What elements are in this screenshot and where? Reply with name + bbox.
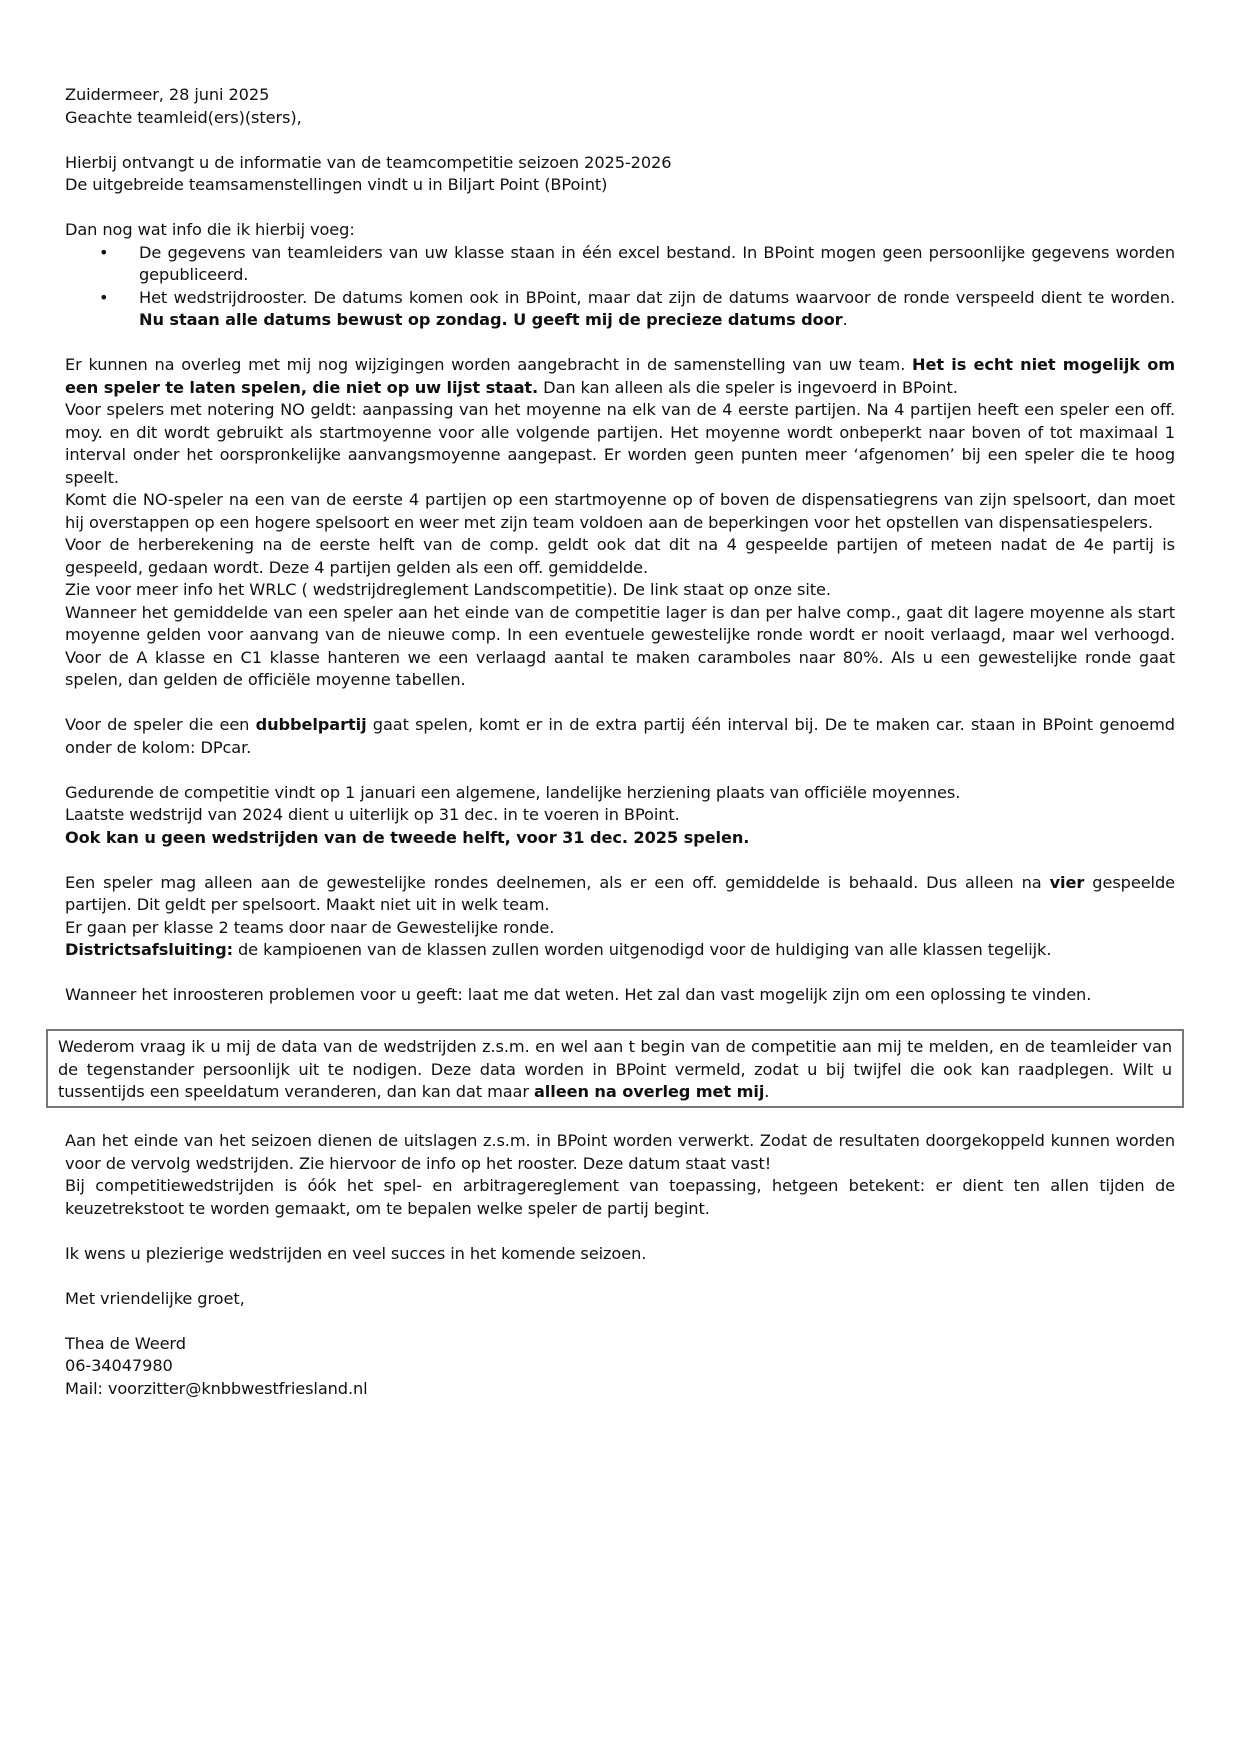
bullet-text: Het wedstrijdrooster. De datums komen ook in BPoint, maar dat zijn de datums waarvoor de ronde verspeeld dient te worden.: [139, 287, 1175, 307]
wishes-paragraph: Ik wens u plezierige wedstrijden en veel succes in het komende seizoen.: [65, 1243, 647, 1263]
signature-name: Thea de Weerd: [65, 1333, 186, 1353]
info-bullet-list: [65, 242, 1175, 332]
spacer: [65, 332, 1175, 355]
double-bold: dubbelpartij: [255, 715, 367, 734]
teams-through-paragraph: Er gaan per klasse 2 teams door naar de Gewestelijke ronde.: [65, 917, 555, 937]
regional-paragraph: [65, 872, 1175, 917]
bullet-icon: •: [99, 287, 109, 307]
spacer: [65, 129, 1175, 152]
signature-mail: [65, 1378, 1175, 1401]
bullet-icon: •: [99, 242, 109, 262]
bullet-bold-text: Nu staan alle datums bewust op zondag. U geeft mij de precieze datums door: [139, 310, 843, 329]
revision-paragraph: Gedurende de competitie vindt op 1 januari een algemene, landelijke herziening plaats van officiële moyennes.: [65, 782, 961, 802]
spacer: [65, 197, 1175, 220]
intro-line-1: Hierbij ontvangt u de informatie van de teamcompetitie seizoen 2025-2026: [65, 152, 672, 172]
letter-page: [58, 84, 1176, 1400]
boxed-bold: alleen na overleg met mij: [533, 1082, 765, 1101]
second-half-bold: Ook kan u geen wedstrijden van de tweede helft, voor 31 dec. 2025 spelen.: [65, 827, 750, 847]
changes-text: Er kunnen na overleg met mij nog wijzigingen worden aangebracht in de samenstelling van uw team.: [65, 355, 913, 374]
spacer: [65, 1265, 1175, 1288]
boxed-text: Wederom vraag ik u mij de data van de wedstrijden z.s.m. en wel aan t begin van de competitie aan mij te melden, en de teamleider van de tegenstander persoonlijk uit te nodigen. Deze data worden in BPoint vermeld, zodat u bij twijfel die ook kan raadplegen. Wilt u tussentijds een speeldatum veranderen, dan kan dat maar: [58, 1037, 1172, 1101]
recalc-paragraph: Voor de herberekening na de eerste helft van de comp. geldt ook dat dit na 4 gespeelde partijen of meteen nadat de 4e partij is gespeeld, gedaan wordt. Deze 4 partijen gelden als een off. gemiddelde.: [65, 535, 1175, 577]
second-half-warning: [65, 827, 1175, 850]
spacer: [65, 962, 1175, 985]
no-players-paragraph: Voor spelers met notering NO geldt: aanpassing van het moyenne na elk van de 4 eerste partijen. Na 4 partijen heeft een speler een off. moy. en dit wordt gebruikt als startmoyenne voor alle volgende partijen. Het moyenne wordt onbeperkt naar boven of tot maximaal 1 interval onder het oorspronkelijke aanvangsmoyenne aangepast. Er worden geen punten meer ‘afgenomen’ bij een speler die te hoog speelt.: [65, 400, 1175, 487]
district-text: de kampioenen van de klassen zullen worden uitgenodigd voor de huldiging van alle klassen tegelijk.: [232, 940, 1052, 959]
regional-bold: vier: [1049, 872, 1085, 892]
place-date: Zuidermeer, 28 juni 2025: [65, 85, 270, 104]
double-match-paragraph: [65, 714, 1175, 759]
regional-text-2: gespeelde partijen. Dit geldt per spelsoort. Maakt niet uit in welk team.: [65, 872, 1175, 914]
scheduling-paragraph: Wanneer het inroosteren problemen voor u geeft: laat me dat weten. Het zal dan vast mogelijk zijn om een oplossing te vinden.: [65, 985, 1092, 1004]
email-address: voorzitter@knbbwestfriesland.nl: [107, 1378, 368, 1398]
average-paragraph: Wanneer het gemiddelde van een speler aan het einde van de competitie lager is dan per halve comp., gaat dit lagere moyenne als start moyenne gelden voor aanvang van de nieuwe comp. In een eventuele gewestelijke ronde wordt er nooit verlaagd, maar wel verhoogd. Voor de A klasse en C1 klasse hanteren we een verlaagd aantal te maken caramboles naar 80%. Als u een gewestelijke ronde gaat spelen, dan gelden de officiële moyenne tabellen.: [65, 602, 1175, 689]
closing: Met vriendelijke groet,: [65, 1288, 245, 1308]
spacer: [65, 1007, 1175, 1030]
mail-label: Mail:: [65, 1378, 108, 1398]
district-bold: Districtsafsluiting:: [65, 940, 233, 959]
last-match-paragraph: Laatste wedstrijd van 2024 dient u uiterlijk op 31 dec. in te voeren in BPoint.: [65, 805, 680, 824]
bullet-item-excel: [99, 242, 1175, 287]
boxed-notice: [46, 1029, 1184, 1108]
intro-line-2: De uitgebreide teamsamenstellingen vindt u in Biljart Point (BPoint): [65, 175, 608, 194]
changes-text-2: Dan kan alleen als die speler is ingevoerd in BPoint.: [538, 377, 958, 397]
info-intro: Dan nog wat info die ik hierbij voeg:: [65, 220, 355, 239]
bullet-text-end: .: [842, 310, 848, 329]
changes-bold: Het is echt niet mogelijk om een speler te laten spelen, die niet op uw lijst staat.: [65, 355, 1176, 397]
signature-phone: 06-34047980: [65, 1356, 173, 1375]
spacer: [65, 692, 1175, 715]
spacer: [65, 759, 1175, 782]
rules-paragraph: Bij competitiewedstrijden is óók het spel- en arbitragereglement van toepassing, hetgeen betekent: er dient ten allen tijden de keuzetrekstoot te worden gemaakt, om te bepalen welke speler de partij begint.: [65, 1176, 1175, 1218]
dispensation-paragraph: Komt die NO-speler na een van de eerste 4 partijen op een startmoyenne op of boven de dispensatiegrens van zijn spelsoort, dan moet hij overstappen op een hogere spelsoort en weer met zijn team voldoen aan de beperkingen voor het opstellen van dispensatiespelers.: [65, 490, 1175, 532]
district-paragraph: [65, 939, 1175, 962]
spacer: [65, 1220, 1175, 1243]
bullet-text: De gegevens van teamleiders van uw klasse staan in één excel bestand. In BPoint mogen geen persoonlijke gegevens worden gepubliceerd.: [139, 242, 1175, 284]
regional-text: Een speler mag alleen aan de gewestelijke rondes deelnemen, als er een off. gemiddelde is behaald. Dus alleen na: [65, 872, 1050, 892]
double-text-2: gaat spelen, komt er in de extra partij één interval bij. De te maken car. staan in BPoint genoemd onder de kolom: DPcar.: [65, 715, 1175, 757]
spacer: [65, 849, 1175, 872]
changes-paragraph: [65, 354, 1175, 399]
bullet-item-schedule: [99, 287, 1175, 332]
boxed-text-end: .: [764, 1082, 770, 1101]
salutation: Geachte teamleid(ers)(sters),: [65, 107, 302, 127]
season-end-paragraph: Aan het einde van het seizoen dienen de uitslagen z.s.m. in BPoint worden verwerkt. Zodat de resultaten doorgekoppeld kunnen worden voor de vervolg wedstrijden. Zie hiervoor de info op het rooster. Deze datum staat vast!: [65, 1131, 1175, 1173]
spacer: [65, 1310, 1175, 1333]
spacer: [65, 1108, 1175, 1131]
double-text: Voor de speler die een: [65, 715, 256, 734]
wrlc-paragraph: Zie voor meer info het WRLC ( wedstrijdreglement Landscompetitie). De link staat op onze site.: [65, 580, 831, 599]
